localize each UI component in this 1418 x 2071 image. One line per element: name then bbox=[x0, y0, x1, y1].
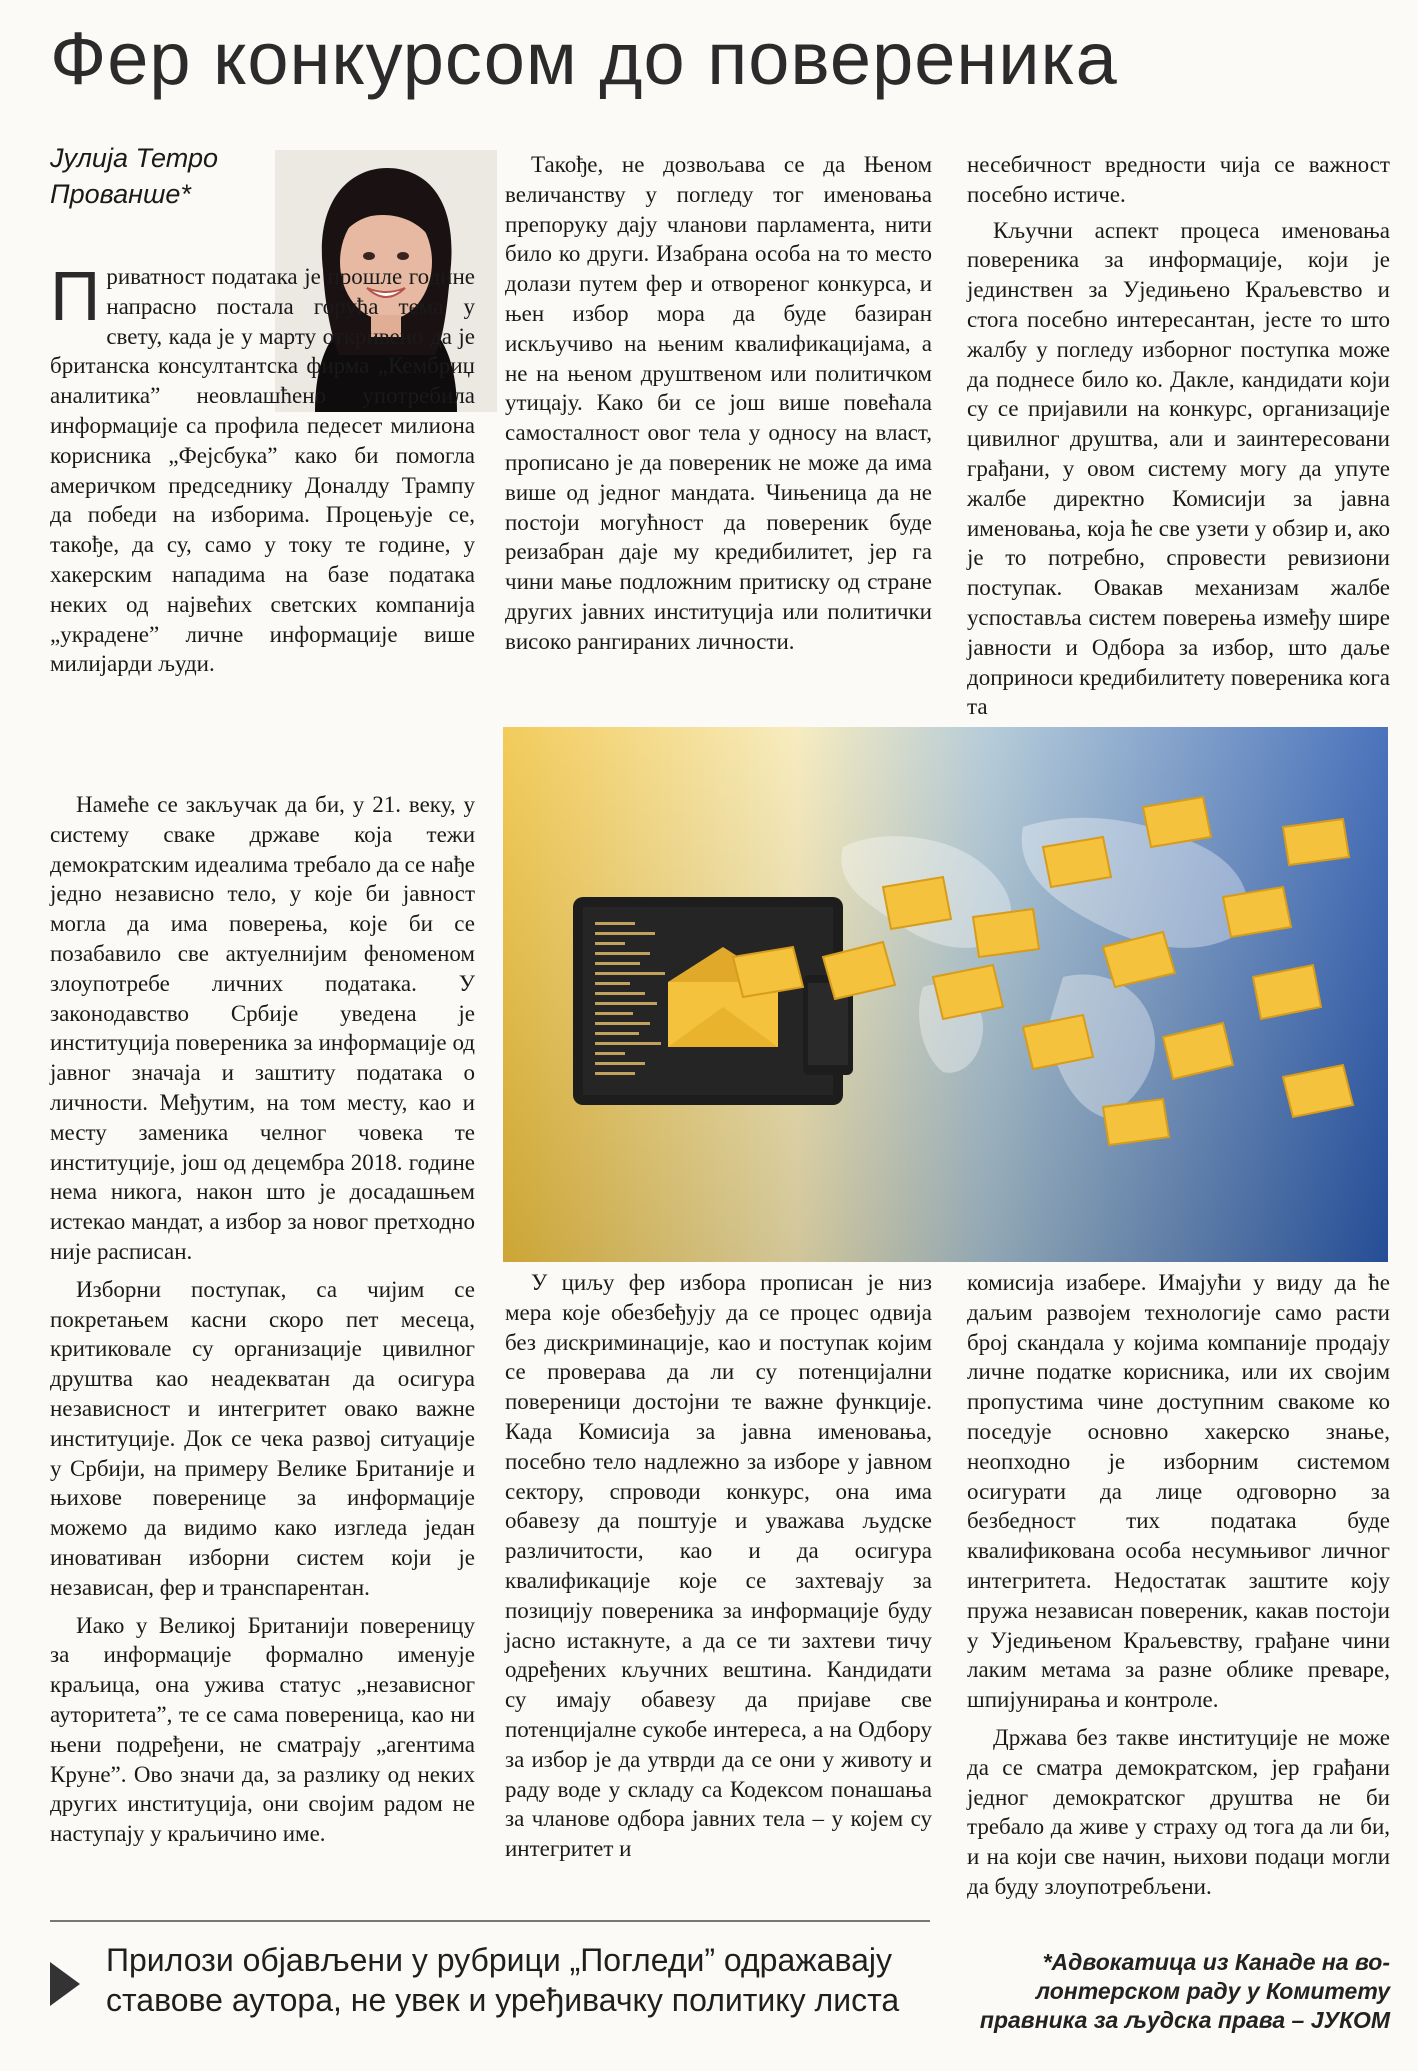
disclaimer-text bbox=[106, 1940, 899, 2020]
paragraph: Намеће се закључак да би, у 21. веку, у систему сваке државе која тежи демократским идеалима требало да се нађе једно независно тело, у које би јавност могла да има поверења, које би се позабавило све актуелнијим феноменом злоупотребе личних података. У законодавство Србије уведена је институција повереника за информације од јавног значаја и заштиту података о личности. Међутим, на том месту, као и месту заменика челног човека те институције, још од децембра 2018. године нема никога, након што је досадашњем истекао мандат, а избор за новог претходно није расписан. bbox=[50, 792, 475, 1264]
paragraph: несебичност вредности чија се важност посебно истиче. bbox=[967, 152, 1390, 207]
article-illustration bbox=[503, 727, 1388, 1262]
column-2-bottom bbox=[505, 1268, 932, 1864]
footnote-line: *Адвокатица из Канаде на во- bbox=[1042, 1949, 1390, 1975]
paragraph: Иако у Великој Британији повереницу за информације формално именује краљица, она ужива статус „независног ауторитета”, те се сама повереница, као ни њени подређени, не сматрају „агентима Круне”. Ово значи да, за разлику од неких других институција, они својим радом не наступају у краљичино име. bbox=[50, 1612, 475, 1847]
column-3-top bbox=[967, 150, 1390, 722]
footnote-line: правника за људска права – ЈУКОМ bbox=[979, 2007, 1390, 2033]
paragraph bbox=[50, 257, 475, 679]
disclaimer-line: ставове аутора, не увек и уређивачку политику листа bbox=[106, 1982, 900, 2018]
paragraph: Такође, не дозвољава се да Њеном величанству у погледу тог именовања препоруку дају чланови парламента, нити било ко други. Изабрана особа на то место долази путем фер и отвореног конкурса, и њен избор мора да буде базиран искључиво на њеним квалификацијама, а не на њеном друштвеном или политичком утицају. Како би се још више повећала самосталност овог тела у односу на власт, прописано је да повереник не може да има више од једног мандата. Чињеница да не постоји могућност да повереник буде реизабран даје му кредибилитет, јер га чини мање подложним притиску од стране других јавних институција или политички високо рангираних личности. bbox=[505, 152, 932, 654]
disclaimer-banner bbox=[50, 1938, 930, 2028]
paragraph: Кључни аспект процеса именовања повереника за информације, који је јединствен за Уједињено Краљевство и стога посебно интересантан, јесте то што жалбу у погледу изборног поступка може да поднесе било ко. Дакле, кандидати који су се пријавили на конкурс, организације цивилног друштва, али и заинтересовани грађани, у овом систему могу да упуте жалбе директно Комисији за јавна именовања, која ће све узети у обзир и, ако је то потребно, спровести ревизиони поступак. Овакав механизам жалбе успоставља систем поверења између шире јавности и Одбора за избор, што даље доприноси кредибилитету повереника кога та bbox=[967, 217, 1390, 720]
column-3-bottom bbox=[967, 1268, 1390, 1902]
column-2-top bbox=[505, 150, 932, 657]
paragraph: комисија изабере. Имајући у виду да ће даљим развојем технологије само расти број скандала у којима компаније продају личне податке корисника, или их својим пропустима чине доступним свакоме ко поседује основно хакерско знање, неопходно је изборним системом осигурати да лице одговорно за безбедност тих података буде квалификована особа несумњивог личног интегритета. Недостатак заштите коју пружа независан повереник, какав постоји у Уједињеном Краљевству, грађане чини лаким метама за разне облике преваре, шпијунирања и контроле. bbox=[967, 1270, 1390, 1713]
column-1-continued bbox=[50, 790, 475, 1849]
article-title: Фер конкурсом до повереника bbox=[50, 17, 1118, 100]
paragraph-text: риватност података је прошле године напрасно постала горућа тема у свету, када је у марту откривено да је британска консултантска фирма „Кембриџ аналитика” неовлашћено употребила информације са профила педесет милиона корисника „Фејсбука” како би помогла америчком председнику Доналду Трампу да победи на изборима. Процењује се, такође, да су, само у току те године, у хакерским нападима на базе података неких од највећих светских компанија „украдене” личне информације више милијарди људи. bbox=[50, 264, 475, 677]
footnote-line: лонтерском раду у Комитету bbox=[1035, 1978, 1390, 2004]
paragraph: У циљу фер избора прописан је низ мера које обезбеђују да се процес одвија без дискриминације, као и поступак којим се проверава да ли су потенцијални повереници достојни те важне функције. Када Комисија за јавна именовања, посебно тело надлежно за изборе у јавном сектору, спроводи конкурс, она има обавезу да поштује и уважава људске различитости, као и да осигура квалификације које се захтевају за позицију повереника за информације буду јасно истакнуте, а да се ти захтеви тичу одређених кључних вештина. Кандидати су имају обавезу да пријаве све потенцијалне сукобе интереса, а на Одбору за избор је да утврди да се они у животу и раду воде у складу са Кодексом понашања за чланове одбора јавних тела – у којем су интегритет и bbox=[505, 1270, 932, 1862]
paragraph: Изборни поступак, са чијим се покретањем касни скоро пет месеца, критиковале су организације цивилног друштва као неадекватан да осигура независност и интегритет овако важне институције. Док се чека развој ситуације у Србији, на примеру Велике Британије и њихове повереницe за информације можемо да видимо како изгледа један иновативан изборни систем који је независан, фер и транспарентан. bbox=[50, 1276, 475, 1600]
disclaimer-line: Прилози објављени у рубрици „Погледи” одражавају bbox=[106, 1942, 893, 1978]
author-footnote bbox=[975, 1948, 1390, 2035]
play-triangle-icon bbox=[50, 1962, 80, 2006]
author-byline: Јулија Тетро Прованше* bbox=[50, 143, 218, 209]
column-1 bbox=[50, 257, 475, 679]
section-divider bbox=[50, 1920, 930, 1922]
email-world-illustration bbox=[503, 727, 1388, 1262]
drop-cap: П bbox=[50, 257, 101, 335]
paragraph: Држава без такве институције не може да се сматра демократском, јер грађани једног демократског друштва не би требало да живе у страху од тога да ли би, и на који све начин, њихови подаци могли да буду злоупотребљени. bbox=[967, 1724, 1390, 1899]
